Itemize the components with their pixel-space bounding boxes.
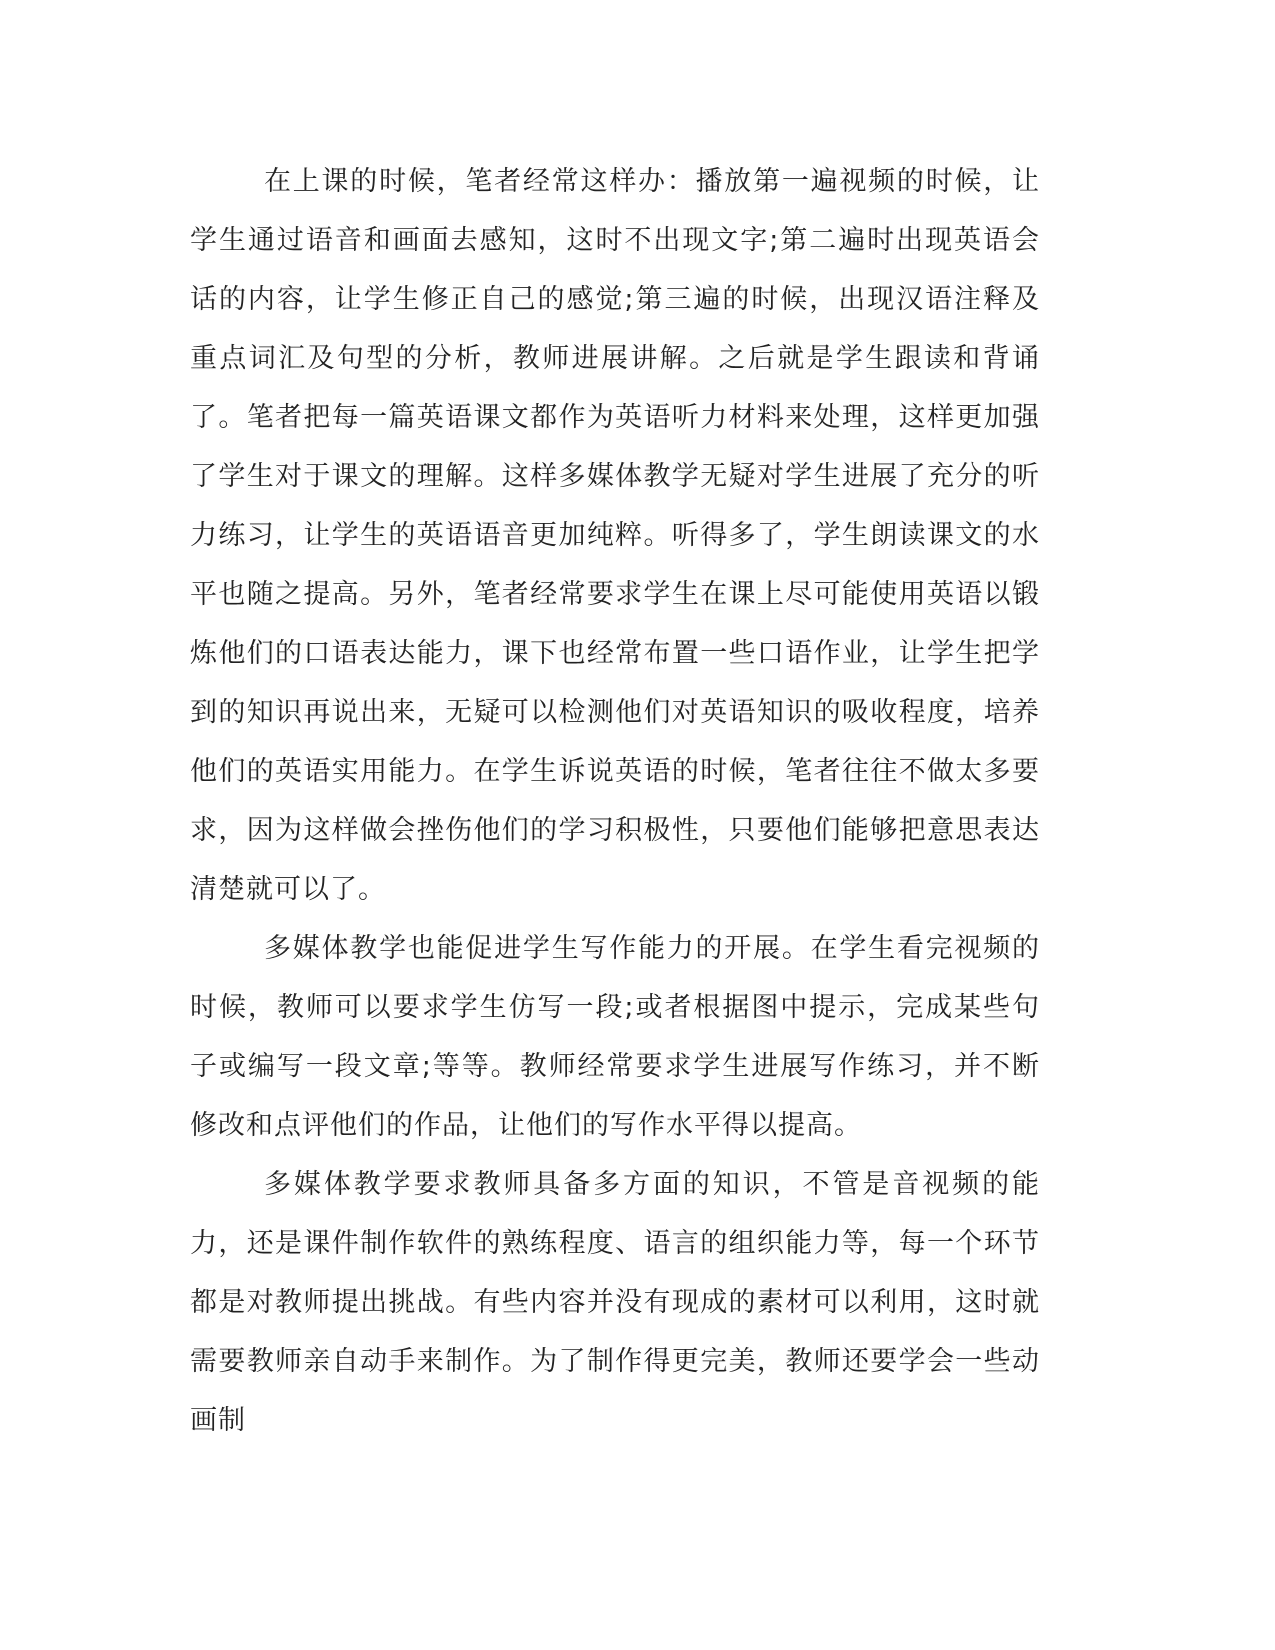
- paragraph-listening-speaking: 在上课的时候，笔者经常这样办：播放第一遍视频的时候，让学生通过语音和画面去感知，这时不出现文字;第二遍时出现英语会话的内容，让学生修正自己的感觉;第三遍的时候，出现汉语注释及重点词汇及句型的分析，教师进展讲解。之后就是学生跟读和背诵了。笔者把每一篇英语课文都作为英语听力材料来处理，这样更加强了学生对于课文的理解。这样多媒体教学无疑对学生进展了充分的听力练习，让学生的英语语音更加纯粹。听得多了，学生朗读课文的水平也随之提高。另外，笔者经常要求学生在课上尽可能使用英语以锻炼他们的口语表达能力，课下也经常布置一些口语作业，让学生把学到的知识再说出来，无疑可以检测他们对英语知识的吸收程度，培养他们的英语实用能力。在学生诉说英语的时候，笔者往往不做太多要求，因为这样做会挫伤他们的学习积极性，只要他们能够把意思表达清楚就可以了。: [190, 166, 1040, 905]
- paragraph-teacher-skills: 多媒体教学要求教师具备多方面的知识，不管是音视频的能力，还是课件制作软件的熟练程度、语言的组织能力等，每一个环节都是对教师提出挑战。有些内容并没有现成的素材可以利用，这时就需要教师亲自动手来制作。为了制作得更完美，教师还要学会一些动画制: [190, 1169, 1040, 1436]
- document-body: [190, 152, 1040, 1450]
- paragraph-writing: 多媒体教学也能促进学生写作能力的开展。在学生看完视频的时候，教师可以要求学生仿写一段;或者根据图中提示，完成某些句子或编写一段文章;等等。教师经常要求学生进展写作练习，并不断修改和点评他们的作品，让他们的写作水平得以提高。: [190, 933, 1040, 1141]
